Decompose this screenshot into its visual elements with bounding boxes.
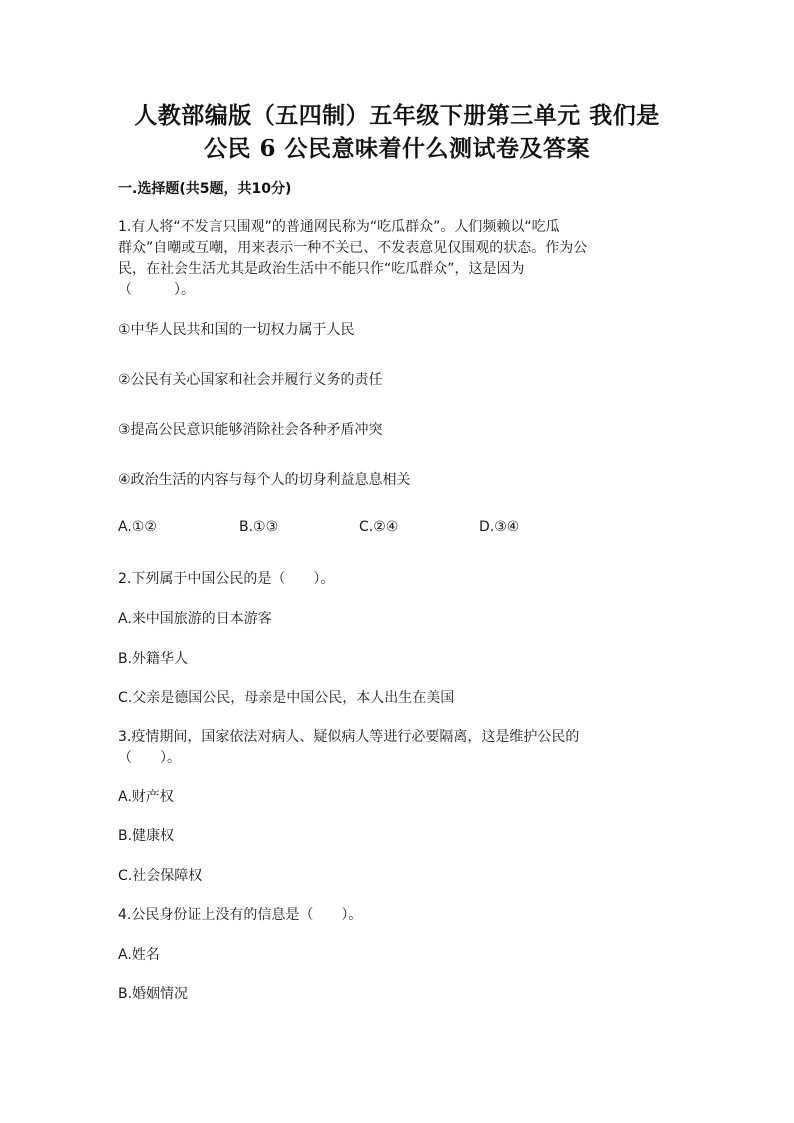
question-stem-line: （ ）。 xyxy=(118,750,181,766)
option-row xyxy=(118,519,678,539)
option-c: C.②④ xyxy=(359,519,399,535)
section-heading: 一.选择题(共5题，共10分) xyxy=(118,181,292,197)
option-c: C.父亲是德国公民，母亲是中国公民，本人出生在美国 xyxy=(118,690,455,706)
option-b: B.外籍华人 xyxy=(118,651,189,667)
option-a: A.①② xyxy=(118,519,157,535)
question-stem-line: 4.公民身份证上没有的信息是（ ）。 xyxy=(118,907,363,923)
statement-2: ②公民有关心国家和社会并履行义务的责任 xyxy=(118,372,383,388)
option-a: A.来中国旅游的日本游客 xyxy=(118,611,272,627)
question-stem-line: 2.下列属于中国公民的是（ ）。 xyxy=(118,571,335,587)
question-stem-line: 1.有人将“不发言只围观”的普通网民称为“吃瓜群众”。人们频赖以“吃瓜 xyxy=(118,219,560,235)
option-b: B.婚姻情况 xyxy=(118,986,189,1002)
option-b: B.①③ xyxy=(239,519,279,535)
question-stem-line: 3.疫情期间，国家依法对病人、疑似病人等进行必要隔离，这是维护公民的 xyxy=(118,729,580,745)
option-c: C.社会保障权 xyxy=(118,868,203,884)
document-title-line-1: 人教部编版（五四制）五年级下册第三单元 我们是 xyxy=(134,102,660,129)
statement-4: ④政治生活的内容与每个人的切身利益息息相关 xyxy=(118,472,411,488)
option-a: A.姓名 xyxy=(118,947,160,963)
statement-3: ③提高公民意识能够消除社会各种矛盾冲突 xyxy=(118,422,383,438)
option-d: D.③④ xyxy=(479,519,520,535)
statement-1: ①中华人民共和国的一切权力属于人民 xyxy=(118,322,355,338)
question-stem-line: 民，在社会生活尤其是政治生活中不能只作“吃瓜群众”，这是因为 xyxy=(118,261,525,277)
option-b: B.健康权 xyxy=(118,828,175,844)
option-a: A.财产权 xyxy=(118,789,174,805)
document-title-line-2: 公民 6 公民意味着什么测试卷及答案 xyxy=(203,135,591,162)
question-stem-line: 群众”自嘲或互嘲，用来表示一种不关已、不发表意见仅围观的状态。作为公 xyxy=(118,240,588,256)
question-stem-line: （ ）。 xyxy=(118,282,195,298)
